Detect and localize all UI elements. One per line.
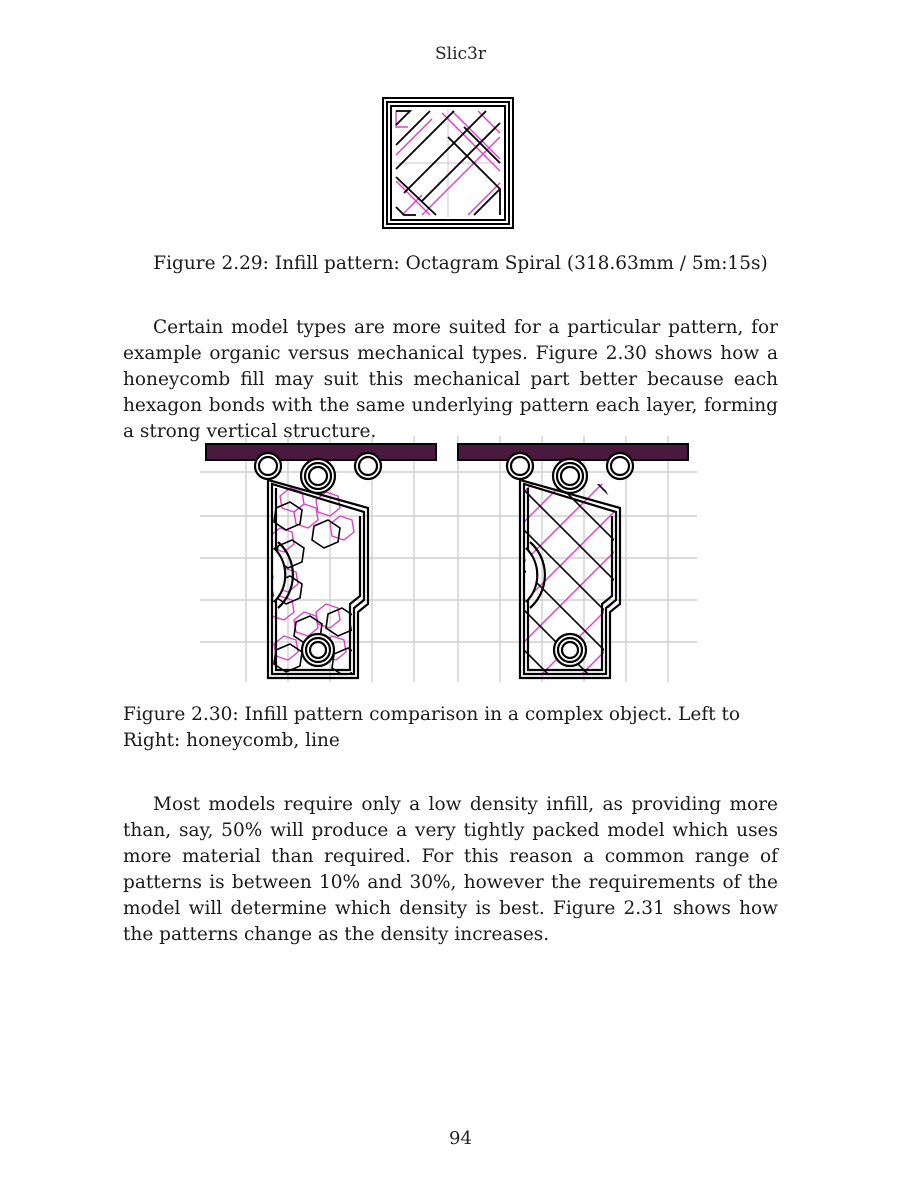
page-number: 94 [449,1128,472,1149]
body-paragraph-1-text: Certain model types are more suited for a particular pattern, for example organic versus mechanical types. Figure 2.30 shows how a honeycomb fill may suit this mechanical part better because each hexagon bonds with the same underlying pattern each layer, forming a strong vertical structure. [123,317,778,442]
top-bar [458,444,688,460]
part-outline [507,453,633,678]
octagram-spiral-figure [382,97,514,229]
figure-2-30-caption: Figure 2.30: Infill pattern comparison in a complex object. Left to Right: honeycomb, line [123,704,741,751]
grid-lines [394,109,502,217]
line-panel [458,444,688,678]
body-paragraph-2 [123,792,778,948]
running-header: Slic3r [435,44,486,64]
infill-comparison-figure [200,436,697,682]
top-bar [206,444,436,460]
body-paragraph-1 [123,315,778,445]
honeycomb-panel [206,444,436,678]
body-paragraph-2-text: Most models require only a low density infill, as providing more than, say, 50% will produce a very tightly packed model which uses more material than required. For this reason a common range of patterns is between 10% and 30%, however the requirements of the model will determine which density is best. Figure 2.31 shows how the patterns change as the density increases. [123,794,778,945]
figure-2-29-caption: Figure 2.29: Infill pattern: Octagram Spiral (318.63mm / 5m:15s) [153,253,768,274]
